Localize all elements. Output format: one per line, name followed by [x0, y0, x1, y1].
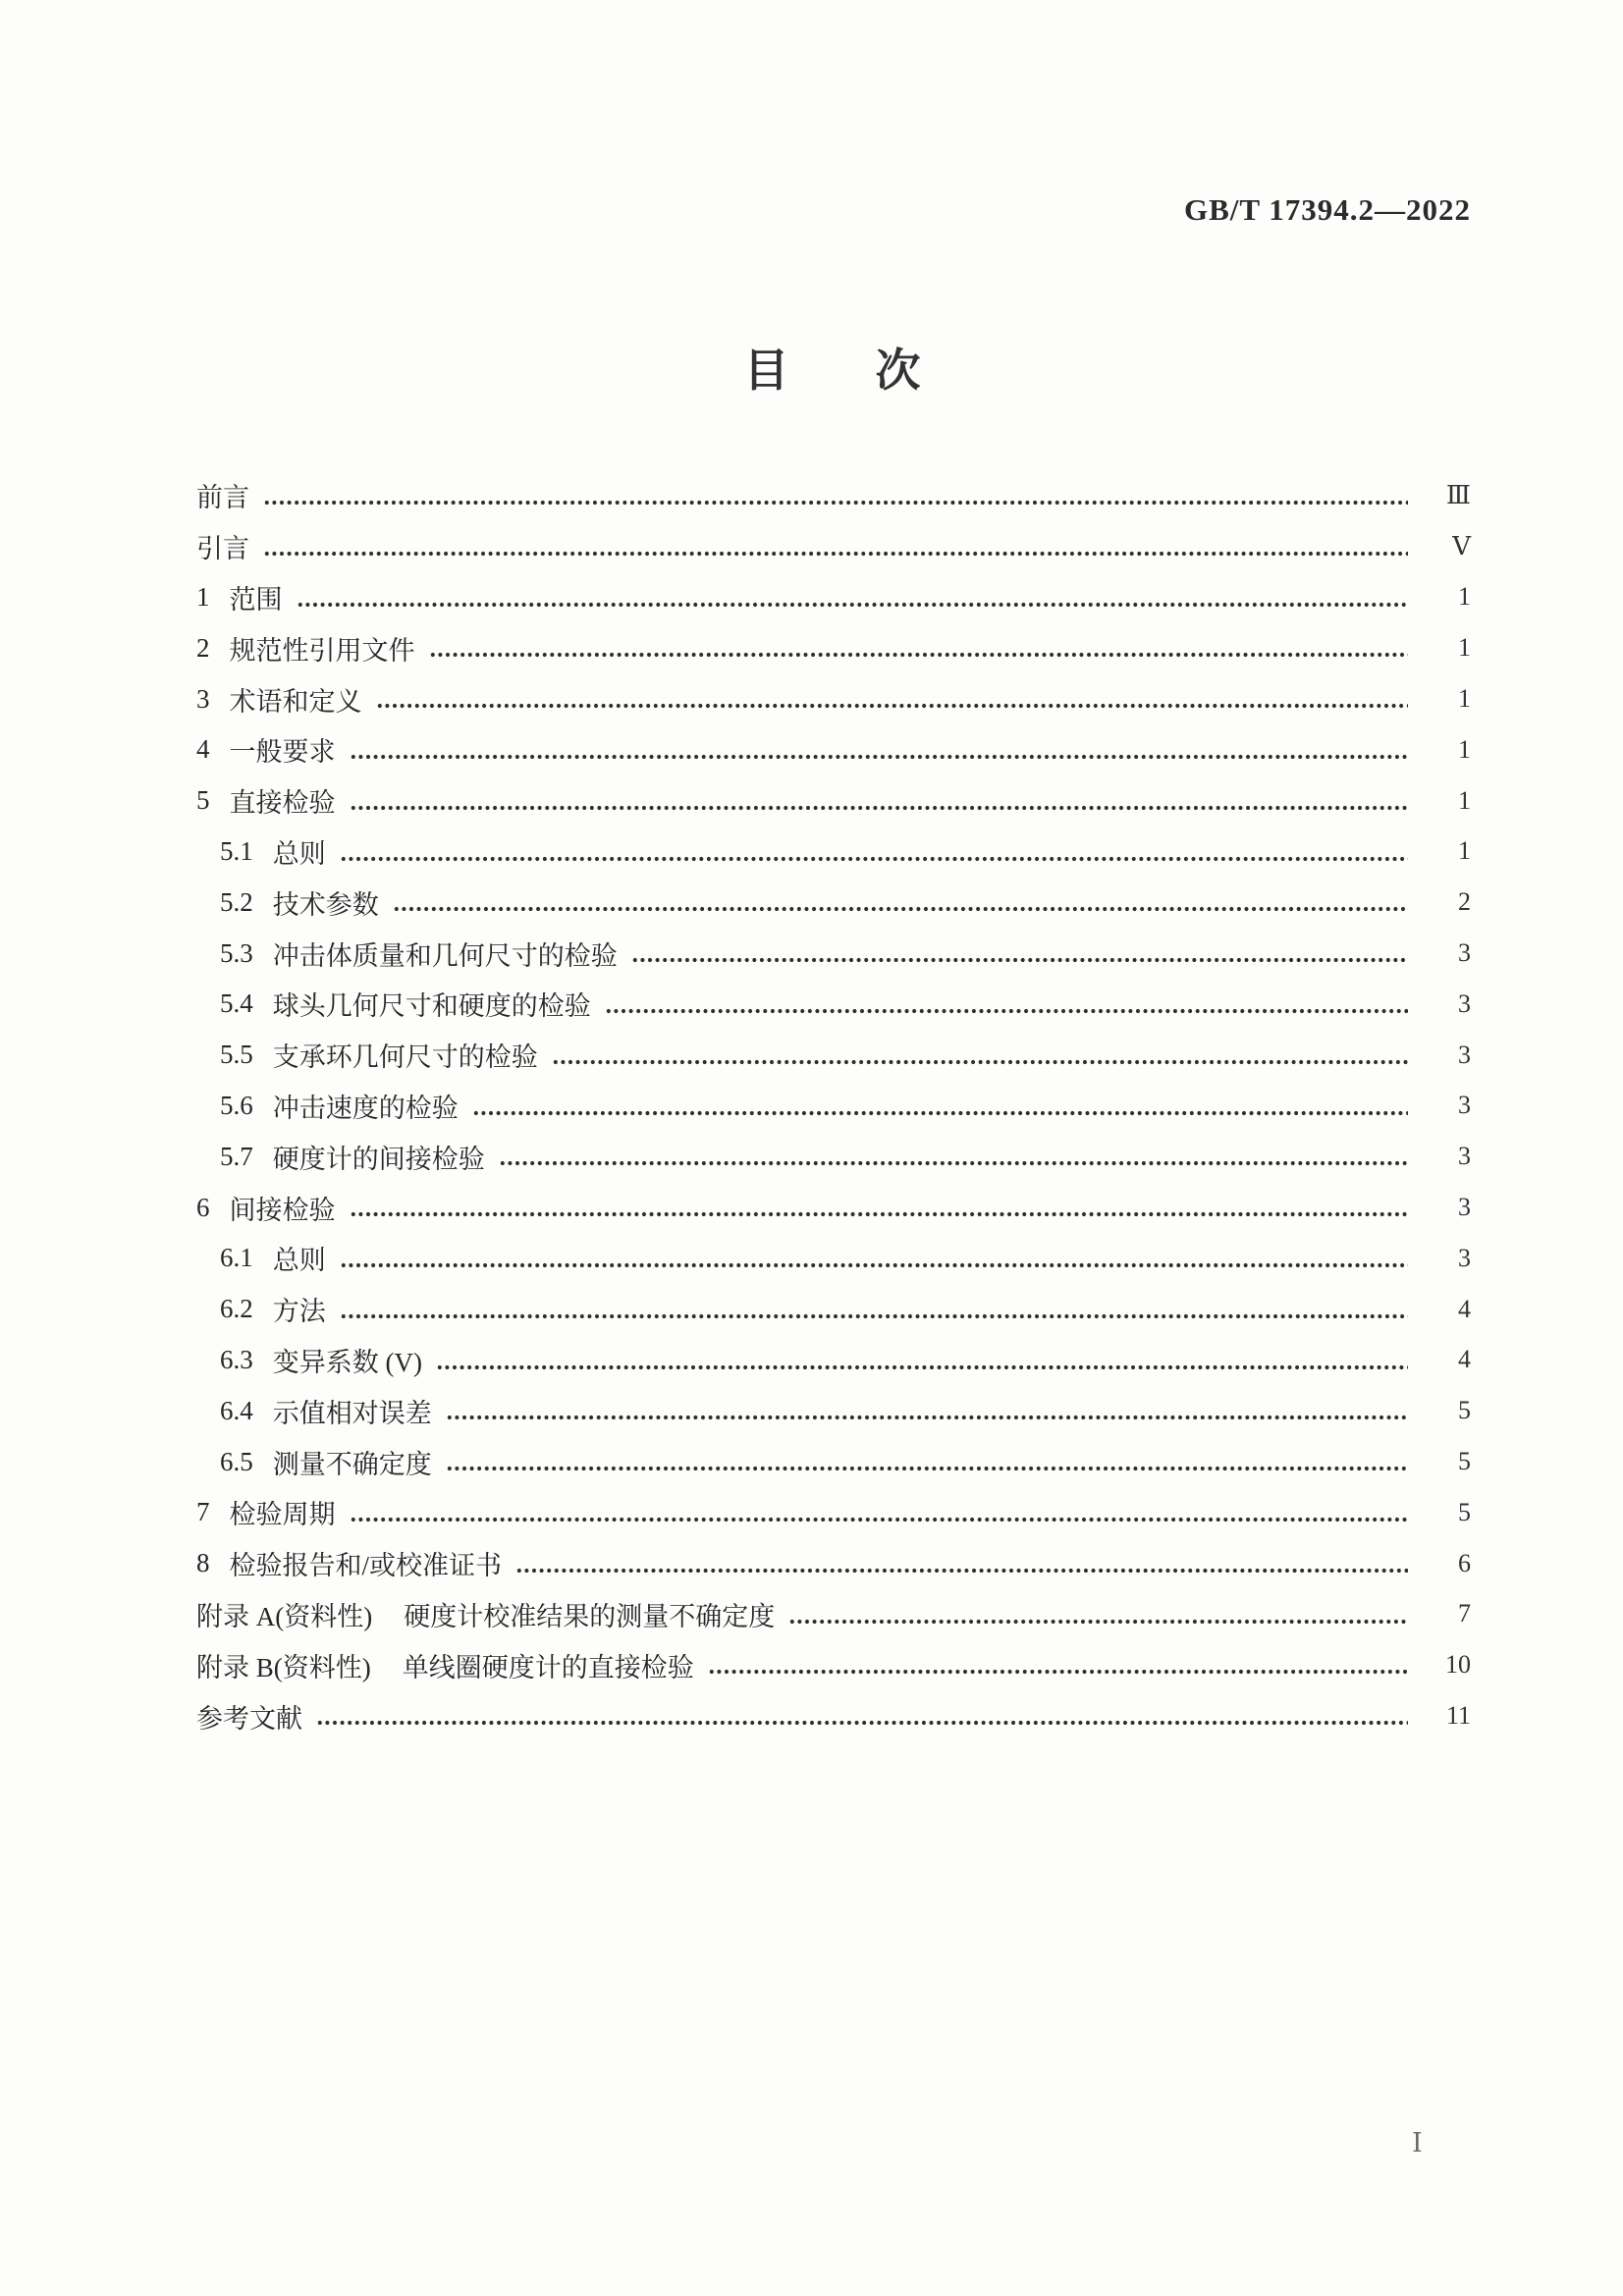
dot-leader	[340, 1284, 1408, 1335]
toc-row	[196, 979, 1471, 1030]
toc-entry-number: 5	[196, 785, 210, 816]
toc-row	[196, 622, 1471, 673]
toc-entry-title: 一般要求	[229, 737, 336, 768]
standard-number: GB/T 17394.2—2022	[1183, 192, 1471, 227]
toc-entry-page-number: 7	[1458, 1599, 1471, 1629]
toc-entry-title: 规范性引用文件	[229, 635, 415, 666]
toc-entry-page-number: 2	[1458, 887, 1471, 917]
toc-entry-title: 总则	[272, 838, 326, 869]
dot-leader	[376, 673, 1409, 724]
dot-leader	[515, 1538, 1408, 1589]
toc-row	[196, 877, 1471, 928]
toc-row	[196, 1639, 1471, 1690]
toc-entry-number: 6	[196, 1192, 210, 1222]
toc-entry-page-number: Ⅴ	[1452, 531, 1471, 561]
dot-leader	[263, 521, 1408, 572]
toc-row	[196, 572, 1471, 623]
toc-entry-title: 总则	[272, 1246, 326, 1276]
toc-entry-number: 8	[196, 1548, 210, 1578]
toc-entry-page-number: 4	[1458, 1294, 1471, 1323]
dot-leader	[499, 1131, 1408, 1182]
toc-row	[196, 1233, 1471, 1284]
toc-entry-page-number: 3	[1458, 1091, 1471, 1120]
toc-entry-title: 测量不确定度	[272, 1449, 432, 1479]
toc-entry-number: 2	[196, 632, 210, 663]
toc-entry-page-number: 1	[1458, 836, 1471, 866]
toc-entry-title: 球头几何尺寸和硬度的检验	[272, 991, 591, 1022]
dot-leader	[340, 1233, 1408, 1284]
toc-row	[196, 1335, 1471, 1386]
dot-leader	[297, 572, 1409, 623]
toc-entry-title: 示值相对误差	[272, 1398, 432, 1428]
toc-entry-number: 5.6	[220, 1090, 253, 1120]
dot-leader	[472, 1081, 1408, 1132]
dot-leader	[340, 827, 1408, 878]
toc-entry-page-number: 1	[1458, 785, 1471, 815]
toc-row	[196, 1081, 1471, 1132]
page-title-char: 次	[875, 346, 921, 396]
toc-entry-page-number: 1	[1458, 582, 1471, 612]
toc-entry-number: 附录 B(资料性)	[196, 1652, 371, 1682]
table-of-contents	[196, 470, 1471, 1741]
toc-entry-title: 支承环几何尺寸的检验	[272, 1042, 538, 1073]
toc-entry-title: 单线圈硬度计的直接检验	[402, 1652, 694, 1682]
dot-leader	[631, 928, 1408, 979]
toc-entry-title: 变异系数 (V)	[272, 1347, 422, 1377]
toc-entry-page-number: 3	[1458, 988, 1471, 1018]
toc-entry-title: 冲击体质量和几何尺寸的检验	[272, 940, 618, 971]
toc-row	[196, 1690, 1471, 1741]
toc-entry-number: 5.1	[220, 835, 253, 866]
toc-row	[196, 1030, 1471, 1081]
dot-leader	[446, 1436, 1408, 1487]
dot-leader	[605, 979, 1408, 1030]
toc-entry-number: 5.3	[220, 937, 253, 968]
toc-entry-page-number: 3	[1458, 1040, 1471, 1069]
toc-entry-number: 5.7	[220, 1141, 253, 1171]
dot-leader	[263, 470, 1408, 521]
toc-entry-title: 参考文献	[196, 1703, 302, 1734]
toc-entry-page-number: 5	[1458, 1396, 1471, 1425]
toc-entry-title: 术语和定义	[229, 686, 362, 717]
toc-entry-number: 5.2	[220, 886, 253, 917]
dot-leader	[393, 877, 1408, 928]
toc-entry-title: 硬度计校准结果的测量不确定度	[404, 1601, 776, 1631]
toc-row	[196, 1131, 1471, 1182]
toc-entry-number: 6.4	[220, 1395, 253, 1425]
toc-row	[196, 1538, 1471, 1589]
toc-entry-title: 检验报告和/或校准证书	[229, 1551, 503, 1581]
toc-entry-page-number: 1	[1458, 633, 1471, 663]
toc-entry-page-number: 5	[1458, 1497, 1471, 1526]
dot-leader	[436, 1335, 1408, 1386]
toc-entry-page-number: 3	[1458, 1142, 1471, 1171]
toc-entry-number: 6.5	[220, 1446, 253, 1476]
toc-entry-page-number: 6	[1458, 1548, 1471, 1577]
toc-entry-number: 3	[196, 683, 210, 714]
dot-leader	[708, 1639, 1408, 1690]
dot-leader	[552, 1030, 1408, 1081]
toc-row	[196, 775, 1471, 827]
toc-row	[196, 1589, 1471, 1640]
dot-leader	[350, 1487, 1409, 1538]
toc-row	[196, 1487, 1471, 1538]
toc-entry-title: 前言	[196, 483, 249, 513]
toc-entry-title: 引言	[196, 534, 249, 564]
toc-entry-page-number: Ⅲ	[1445, 480, 1471, 509]
toc-entry-number: 5.5	[220, 1040, 253, 1070]
toc-entry-page-number: 3	[1458, 938, 1471, 968]
toc-entry-title: 范围	[229, 584, 283, 614]
toc-entry-number: 1	[196, 581, 210, 612]
toc-row	[196, 673, 1471, 724]
dot-leader	[316, 1690, 1408, 1741]
dot-leader	[350, 724, 1409, 775]
page-title	[0, 335, 1623, 400]
dot-leader	[446, 1385, 1408, 1436]
toc-entry-title: 方法	[272, 1297, 326, 1327]
toc-entry-page-number: 3	[1458, 1193, 1471, 1222]
toc-entry-page-number: 10	[1445, 1650, 1471, 1680]
dot-leader	[788, 1589, 1408, 1640]
toc-row	[196, 827, 1471, 878]
page-title-char: 目	[743, 346, 789, 396]
toc-entry-title: 间接检验	[229, 1195, 336, 1225]
toc-entry-page-number: 1	[1458, 734, 1471, 764]
toc-row	[196, 470, 1471, 521]
toc-entry-number: 6.1	[220, 1243, 253, 1273]
toc-entry-number: 5.4	[220, 988, 253, 1019]
toc-row	[196, 928, 1471, 979]
toc-entry-page-number: 11	[1445, 1701, 1471, 1731]
toc-entry-title: 硬度计的间接检验	[272, 1144, 485, 1174]
toc-entry-title: 技术参数	[272, 889, 379, 920]
toc-entry-title: 直接检验	[229, 788, 336, 819]
footer-page-number: Ⅰ	[1412, 2128, 1423, 2158]
toc-entry-page-number: 1	[1458, 684, 1471, 714]
dot-leader	[350, 1182, 1409, 1233]
toc-entry-number: 6.3	[220, 1344, 253, 1374]
dot-leader	[350, 775, 1409, 827]
toc-entry-number: 附录 A(资料性)	[196, 1601, 373, 1631]
toc-entry-title: 检验周期	[229, 1500, 336, 1530]
toc-entry-number: 6.2	[220, 1294, 253, 1324]
toc-row	[196, 724, 1471, 775]
dot-leader	[429, 622, 1409, 673]
toc-entry-number: 4	[196, 734, 210, 765]
toc-row	[196, 1436, 1471, 1487]
toc-row	[196, 1182, 1471, 1233]
toc-entry-number: 7	[196, 1497, 210, 1527]
toc-row	[196, 521, 1471, 572]
toc-row	[196, 1385, 1471, 1436]
toc-entry-page-number: 3	[1458, 1243, 1471, 1272]
toc-entry-page-number: 5	[1458, 1447, 1471, 1476]
toc-entry-page-number: 4	[1458, 1345, 1471, 1374]
toc-row	[196, 1284, 1471, 1335]
toc-entry-title: 冲击速度的检验	[272, 1093, 459, 1123]
